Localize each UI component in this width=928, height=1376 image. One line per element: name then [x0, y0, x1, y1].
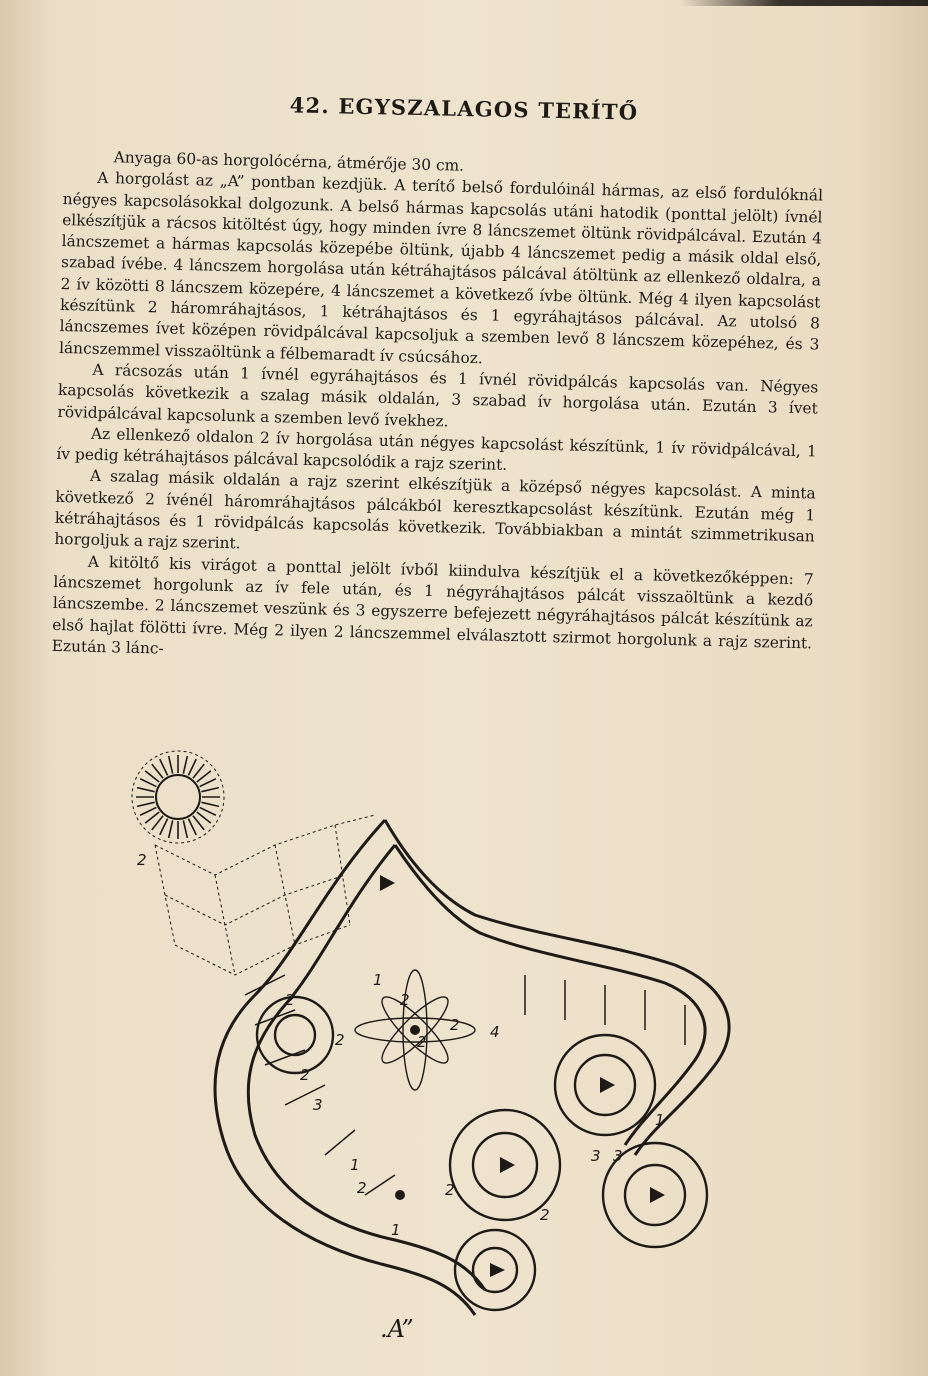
- dot-marker-icon: [395, 1190, 405, 1200]
- diagram-number: 2: [300, 1066, 310, 1084]
- triangle-marker-icon: [600, 1077, 615, 1093]
- paragraph-opposite-side: Az ellenkező oldalon 2 ív horgolása után négyes kapcsolást készítünk, 1 ív rövidpálcával, 1 ív pedig kétráhajtásos pálcával kapcsolódik a rajz szerint.: [56, 424, 817, 475]
- sun-ray: [169, 820, 173, 838]
- grid-fill: [155, 815, 375, 975]
- diagram-number: 2: [540, 1206, 550, 1224]
- sun-ray: [140, 779, 156, 787]
- triangle-marker-icon: [490, 1263, 505, 1277]
- diagram-number: 2: [335, 1031, 345, 1049]
- sun-ray: [200, 807, 216, 815]
- diagram-number: 2: [445, 1181, 455, 1199]
- triangle-marker-icon: [500, 1157, 515, 1173]
- sun-ray: [169, 756, 173, 774]
- sun-flower-icon: [132, 751, 224, 843]
- sun-ray: [145, 812, 159, 823]
- sun-ray: [152, 816, 163, 830]
- sun-ray: [188, 759, 196, 775]
- body-text: [52, 146, 824, 676]
- diagram-number: 2: [357, 1179, 367, 1197]
- diagram-number: 2: [285, 991, 295, 1009]
- diagram-number: 1: [391, 1221, 401, 1239]
- sun-ray: [197, 771, 211, 782]
- sun-ray: [201, 802, 219, 806]
- sun-ray: [188, 819, 196, 835]
- crochet-diagram-svg: [95, 725, 785, 1355]
- crochet-diagram: [95, 725, 785, 1355]
- diagram-number: 3: [313, 1096, 323, 1114]
- diagram-number: 1: [655, 1111, 665, 1129]
- sun-ray: [193, 816, 204, 830]
- flower-number: 2: [137, 851, 147, 869]
- diagram-number: 1: [350, 1156, 360, 1174]
- triangle-marker-icon: [380, 875, 395, 891]
- paragraph-middle-join: A szalag másik oldalán a rajz szerint elkészítjük a középső négyes kapcsolást. A minta következő 2 ívénél háromráhajtásos pálcákból keresztkapcsolást készítünk. Ezután még 1 kétráhajtásos és 1 rövidpálcás kapcsolás következik. Továbbiakban a mintát szimmetrikusan horgoljuk a rajz szerint.: [54, 467, 816, 553]
- diagram-number: 3: [613, 1147, 623, 1165]
- diagram-number: 2: [450, 1016, 460, 1034]
- sun-ray: [183, 756, 187, 774]
- sun-ray: [193, 764, 204, 778]
- diagram-number: 1: [373, 971, 383, 989]
- paragraph-grid: A rácsozás után 1 ívnél egyráhajtásos és 1 ívnél rövidpálcás kapcsolás van. Négyes kapcsolás következik a szalag másik oldalán, 3 szabad ív horgolása után. Ezután 3 ívet rövidpálcával kapcsolunk a szemben levő ívekhez.: [57, 360, 819, 431]
- page-title: 42. EGYSZALAGOS TERÍTŐ: [289, 92, 639, 125]
- diagram-number: 2: [400, 991, 410, 1009]
- sun-ray: [201, 788, 219, 792]
- diagram-number: 2: [417, 1033, 427, 1051]
- sun-ray: [140, 807, 156, 815]
- sun-ray: [160, 819, 168, 835]
- sun-ray: [160, 759, 168, 775]
- triangle-marker-icon: [650, 1187, 665, 1203]
- start-point-label: .A”: [380, 1315, 414, 1343]
- sun-ray: [197, 812, 211, 823]
- sun-ray: [183, 820, 187, 838]
- sun-ray: [152, 764, 163, 778]
- sun-ray: [200, 779, 216, 787]
- paragraph-flower: A kitöltő kis virágot a ponttal jelölt ívből kiindulva készítjük el a következőképpen: 7 láncszemet horgolunk az ív fele után, és 1 négyráhajtásos pálcát visszaöltünk a kezdő láncszembe. 2 láncszemet veszünk és 3 egyszerre befejezett négyráhajtásos pálcát készítünk az első hajlat fölötti ívre. Még 2 ilyen 2 láncszemmel elválasztott szirmot horgolunk a rajz szerint. Ezután 3 lánc-: [51, 552, 814, 658]
- page-edge-shadow: [680, 0, 928, 6]
- sun-ray: [145, 771, 159, 782]
- sun-ray: [137, 788, 155, 792]
- sun-ray: [137, 802, 155, 806]
- paragraph-start: A horgolást az „A” pontban kezdjük. A terítő belső fordulóinál hármas, az első fordulóknál négyes kapcsolásokkal dolgozunk. A belső hármas kapcsolás utáni hatodik (ponttal jelölt) ívnél elkészítjük a rácsos kitöltést úgy, hogy minden ívre 8 láncszemet öltünk rövidpálcával. Ezután 4 láncszemet a hármas kapcsolás közepébe öltünk, újabb 4 láncszemet pedig a másik oldal első, szabad ívébe. 4 láncszem horgolása után kétráhajtásos pálcával átöltünk az ellenkező oldalra, a 2 ív közötti 8 láncszem közepére, 4 láncszemet a következő ívbe öltünk. Még 4 ilyen kapcsolást készítünk 2 háromráhajtásos, 1 kétráhajtásos és 1 egyráhajtásos pálcával. Az utolsó 8 láncszemes ívet középen rövidpálcával kapcsoljuk a szemben levő 8 láncszem közepéhez, és 3 láncszemmel visszaöltünk a félbemaradt ív csúcsához.: [58, 169, 824, 367]
- diagram-number: 3: [591, 1147, 601, 1165]
- inner-loops: [257, 997, 707, 1310]
- paragraph-materials: Anyaga 60-as horgolócérna, átmérője 30 cm.: [113, 148, 465, 175]
- diagram-number: 4: [490, 1023, 500, 1041]
